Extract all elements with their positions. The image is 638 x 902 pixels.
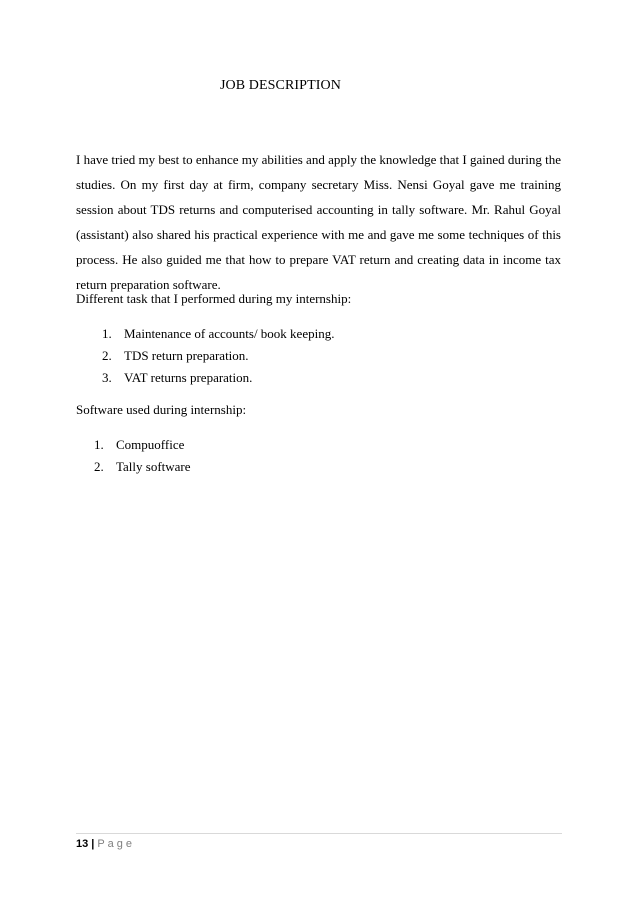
- list-item-number: 1.: [94, 437, 104, 452]
- page-label: Page: [97, 838, 136, 850]
- list-item-text: VAT returns preparation.: [124, 370, 253, 385]
- footer-separator: |: [91, 838, 95, 850]
- software-list: [94, 434, 191, 478]
- page-footer: [76, 838, 135, 850]
- tasks-intro: Different task that I performed during my internship:: [76, 291, 352, 306]
- list-item-text: Tally software: [116, 459, 191, 474]
- list-item-text: Maintenance of accounts/ book keeping.: [124, 326, 335, 341]
- list-item-text: Compuoffice: [116, 437, 185, 452]
- list-item-text: TDS return preparation.: [124, 348, 249, 363]
- list-item: [102, 345, 334, 367]
- list-item: [94, 456, 191, 478]
- tasks-list: [102, 323, 334, 389]
- list-item-number: 2.: [102, 348, 112, 363]
- list-item: [94, 434, 191, 456]
- list-item-number: 3.: [102, 370, 112, 385]
- footer-divider: [76, 833, 562, 834]
- software-intro: Software used during internship:: [76, 402, 247, 417]
- list-item: [102, 367, 334, 389]
- list-item-number: 2.: [94, 459, 104, 474]
- page-title: JOB DESCRIPTION: [220, 78, 341, 93]
- list-item: [102, 323, 334, 345]
- list-item-number: 1.: [102, 326, 112, 341]
- page-number: 13: [76, 838, 89, 850]
- body-paragraph: I have tried my best to enhance my abilities and apply the knowledge that I gained during the studies. On my first day at firm, company secretary Miss. Nensi Goyal gave me training session about TDS returns and computerised accounting in tally software. Mr. Rahul Goyal (assistant) also shared his practical experience with me and gave me some techniques of this process. He also guided me that how to prepare VAT return and creating data in income tax return preparation software.: [76, 152, 561, 292]
